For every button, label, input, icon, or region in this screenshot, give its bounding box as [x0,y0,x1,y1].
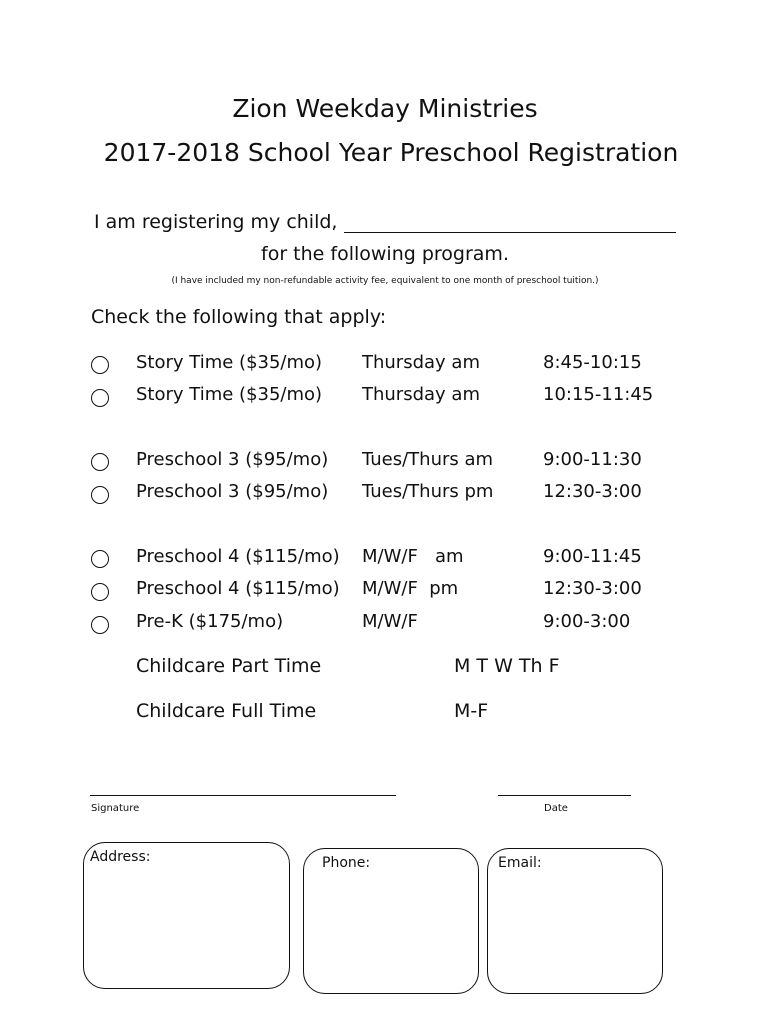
signature-line[interactable] [90,795,396,796]
email-label: Email: [498,855,542,871]
program-time: 10:15-11:45 [543,384,654,405]
address-box[interactable] [83,842,290,989]
childcare-name: Childcare Full Time [136,700,317,722]
program-name: Preschool 4 ($115/mo) [136,546,340,567]
childcare-name: Childcare Part Time [136,655,322,677]
email-box[interactable] [487,848,663,994]
phone-label: Phone: [322,855,371,871]
form-subtitle: 2017-2018 School Year Preschool Registration [103,138,679,167]
childcare-days: M-F [454,700,489,722]
form-title: Zion Weekday Ministries [232,94,538,123]
checklist-heading: Check the following that apply: [91,306,387,328]
program-radio[interactable] [91,453,109,471]
program-time: 12:30-3:00 [543,481,642,502]
program-time: 8:45-10:15 [543,352,642,373]
signature-label: Signature [91,803,140,814]
program-name: Preschool 3 ($95/mo) [136,449,329,470]
program-days: M/W/F [362,611,418,632]
program-radio[interactable] [91,389,109,407]
program-days: M/W/F am [362,546,464,567]
phone-box[interactable] [303,848,479,994]
child-name-line[interactable] [344,232,676,233]
date-label: Date [544,803,568,814]
program-name: Preschool 3 ($95/mo) [136,481,329,502]
registration-intro: I am registering my child, [94,211,338,233]
program-name: Pre-K ($175/mo) [136,611,284,632]
program-days: Tues/Thurs pm [362,481,494,502]
program-time: 9:00-11:45 [543,546,642,567]
program-name: Story Time ($35/mo) [136,352,323,373]
program-days: M/W/F pm [362,578,459,599]
program-radio[interactable] [91,616,109,634]
program-radio[interactable] [91,356,109,374]
program-time: 12:30-3:00 [543,578,642,599]
childcare-days: M T W Th F [454,655,560,677]
program-name: Story Time ($35/mo) [136,384,323,405]
program-days: Tues/Thurs am [362,449,494,470]
program-time: 9:00-11:30 [543,449,642,470]
program-days: Thursday am [362,352,480,373]
program-days: Thursday am [362,384,480,405]
program-radio[interactable] [91,486,109,504]
date-line[interactable] [498,795,631,796]
fee-note: (I have included my non-refundable activity fee, equivalent to one month of preschool tuition.) [171,276,599,286]
address-label: Address: [90,849,151,865]
program-line: for the following program. [261,243,509,265]
program-name: Preschool 4 ($115/mo) [136,578,340,599]
program-radio[interactable] [91,583,109,601]
program-time: 9:00-3:00 [543,611,631,632]
program-radio[interactable] [91,550,109,568]
